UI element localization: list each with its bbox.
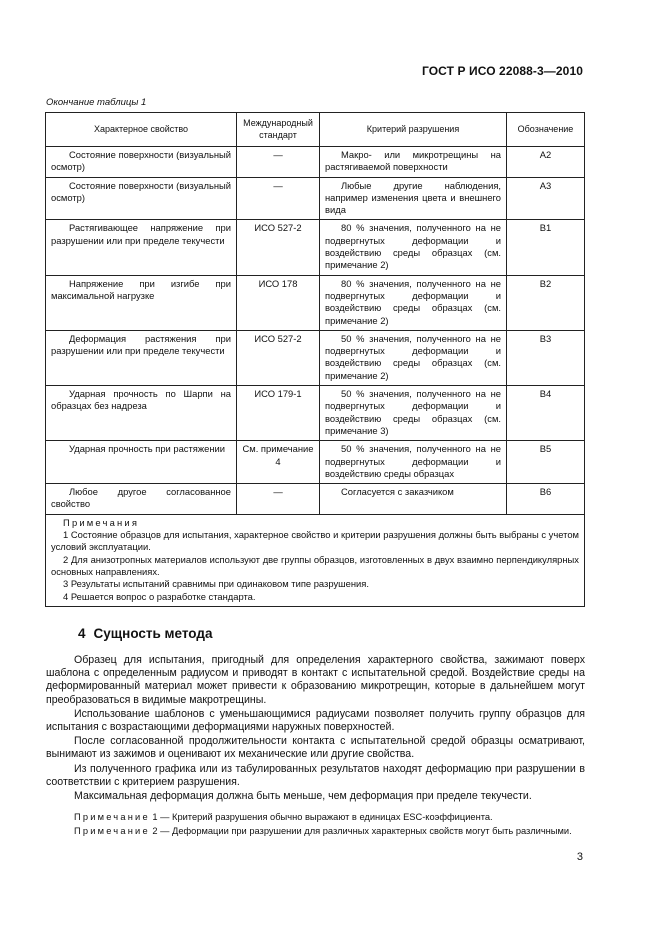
- standard-code-header: ГОСТ Р ИСО 22088-3—2010: [421, 64, 583, 78]
- cell-designation: B1: [507, 220, 585, 275]
- cell-property: Любое другое согласованное свойство: [46, 484, 237, 515]
- table-note: 2 Для анизотропных материалов используют две группы образцов, изготовленных в двух взаимно перпендикулярных основных направлениях.: [51, 553, 579, 577]
- cell-designation: B3: [507, 330, 585, 385]
- table-notes: [46, 514, 585, 606]
- cell-designation: A2: [507, 147, 585, 178]
- table-row: [46, 441, 585, 484]
- table-row: [46, 484, 585, 515]
- column-header-designation: Обозначение: [507, 113, 585, 147]
- table-note: 4 Решается вопрос о разработке стандарта.: [63, 590, 256, 602]
- section-note: [46, 825, 585, 837]
- cell-criterion: 50 % значения, полученного на не подвергнутых деформации и воздействию среды образцах: [320, 441, 507, 484]
- cell-standard: —: [237, 147, 320, 178]
- cell-designation: B2: [507, 275, 585, 330]
- cell-property: Напряжение при изгибе при максимальной нагрузке: [46, 275, 237, 330]
- table-note: 1 Состояние образцов для испытания, характерное свойство и критерии разрушения должны быть выбраны с учетом условий эксплуатации.: [51, 529, 579, 553]
- cell-property: Ударная прочность при растяжении: [46, 441, 237, 484]
- section-number: 4: [78, 626, 86, 641]
- body-paragraph: Использование шаблонов с уменьшающимися радиусами позволяет получить группу образцов для испытания с возрастающими деформациями наружных поверхностей.: [46, 707, 585, 734]
- column-header-standard: Международный стандарт: [237, 113, 320, 147]
- column-header-criterion: Критерий разрушения: [320, 113, 507, 147]
- properties-table: [45, 112, 585, 607]
- cell-designation: B6: [507, 484, 585, 515]
- cell-criterion: Макро- или микротрещины на растягиваемой поверхности: [320, 147, 507, 178]
- cell-criterion: Любые другие наблюдения, например изменения цвета и внешнего вида: [320, 177, 507, 220]
- cell-property: Деформация растяжения при разрушении или при пределе текучести: [46, 330, 237, 385]
- table-note: 3 Результаты испытаний сравнимы при одинаковом типе разрушения.: [63, 578, 369, 590]
- table-caption: Окончание таблицы 1: [46, 97, 147, 108]
- body-paragraph: Из полученного графика или из табулированных результатов находят деформацию при разрушении в соответствии с критерием разрушения.: [46, 762, 585, 788]
- cell-designation: B4: [507, 386, 585, 441]
- cell-designation: B5: [507, 441, 585, 484]
- note-label: Примечание: [74, 812, 150, 823]
- table-header-row: [46, 113, 585, 147]
- table-row: [46, 177, 585, 220]
- table-row: [46, 275, 585, 330]
- section-note: [46, 811, 585, 823]
- note-label: Примечание: [74, 825, 150, 836]
- body-paragraph: После согласованной продолжительности контакта с испытательной средой образцы осматривают, вынимают из зажимов и оценивают их механические или другие свойства.: [46, 735, 585, 761]
- cell-criterion: 80 % значения, полученного на не подвергнутых деформации и воздействию среды образцах (см. примечание 2): [320, 220, 507, 275]
- section-heading: [78, 626, 220, 641]
- table-row: [46, 330, 585, 385]
- body-paragraph: Образец для испытания, пригодный для определения характерного свойства, зажимают поверх шаблона с определенным радиусом и приводят в контакт с испытательной средой. Воздействие среды на деформированный материал может привести к образованию микротрещин, которые в дальнейшем могут преобразоваться в видимые макротрещины.: [46, 654, 585, 706]
- column-header-property: Характерное свойство: [46, 113, 237, 147]
- page-number: 3: [576, 851, 583, 863]
- cell-criterion: Согласуется с заказчиком: [320, 484, 507, 515]
- table-row: [46, 147, 585, 178]
- cell-property: Состояние поверхности (визуальный осмотр): [46, 177, 237, 220]
- body-paragraph: Максимальная деформация должна быть меньше, чем деформация при пределе текучести.: [74, 790, 532, 803]
- cell-standard: ИСО 179-1: [237, 386, 320, 441]
- cell-standard: См. примечание 4: [237, 441, 320, 484]
- table-row: [46, 220, 585, 275]
- cell-standard: ИСО 178: [237, 275, 320, 330]
- notes-heading: Примечания: [63, 516, 140, 528]
- cell-property: Состояние поверхности (визуальный осмотр): [46, 147, 237, 178]
- cell-designation: A3: [507, 177, 585, 220]
- cell-property: Растягивающее напряжение при разрушении или при пределе текучести: [46, 220, 237, 275]
- cell-standard: ИСО 527-2: [237, 220, 320, 275]
- cell-property: Ударная прочность по Шарпи на образцах без надреза: [46, 386, 237, 441]
- cell-criterion: 50 % значения, полученного на не подвергнутых деформации и воздействию среды образцах (см. примечание 2): [320, 330, 507, 385]
- cell-standard: —: [237, 484, 320, 515]
- table-row: [46, 386, 585, 441]
- cell-standard: —: [237, 177, 320, 220]
- note-text: 2 — Деформации при разрушении для различных характерных свойств могут быть различными.: [149, 825, 572, 836]
- section-title: Сущность метода: [93, 626, 213, 641]
- cell-standard: ИСО 527-2: [237, 330, 320, 385]
- cell-criterion: 50 % значения, полученного на не подвергнутых деформации и воздействию среды образцах (см. примечание 3): [320, 386, 507, 441]
- section-body: [46, 654, 585, 838]
- note-text: 1 — Критерий разрушения обычно выражают в единицах ESC-коэффициента.: [149, 812, 493, 823]
- cell-criterion: 80 % значения, полученного на не подвергнутых деформации и воздействию среды образцах (см. примечание 2): [320, 275, 507, 330]
- table-notes-row: [46, 514, 585, 606]
